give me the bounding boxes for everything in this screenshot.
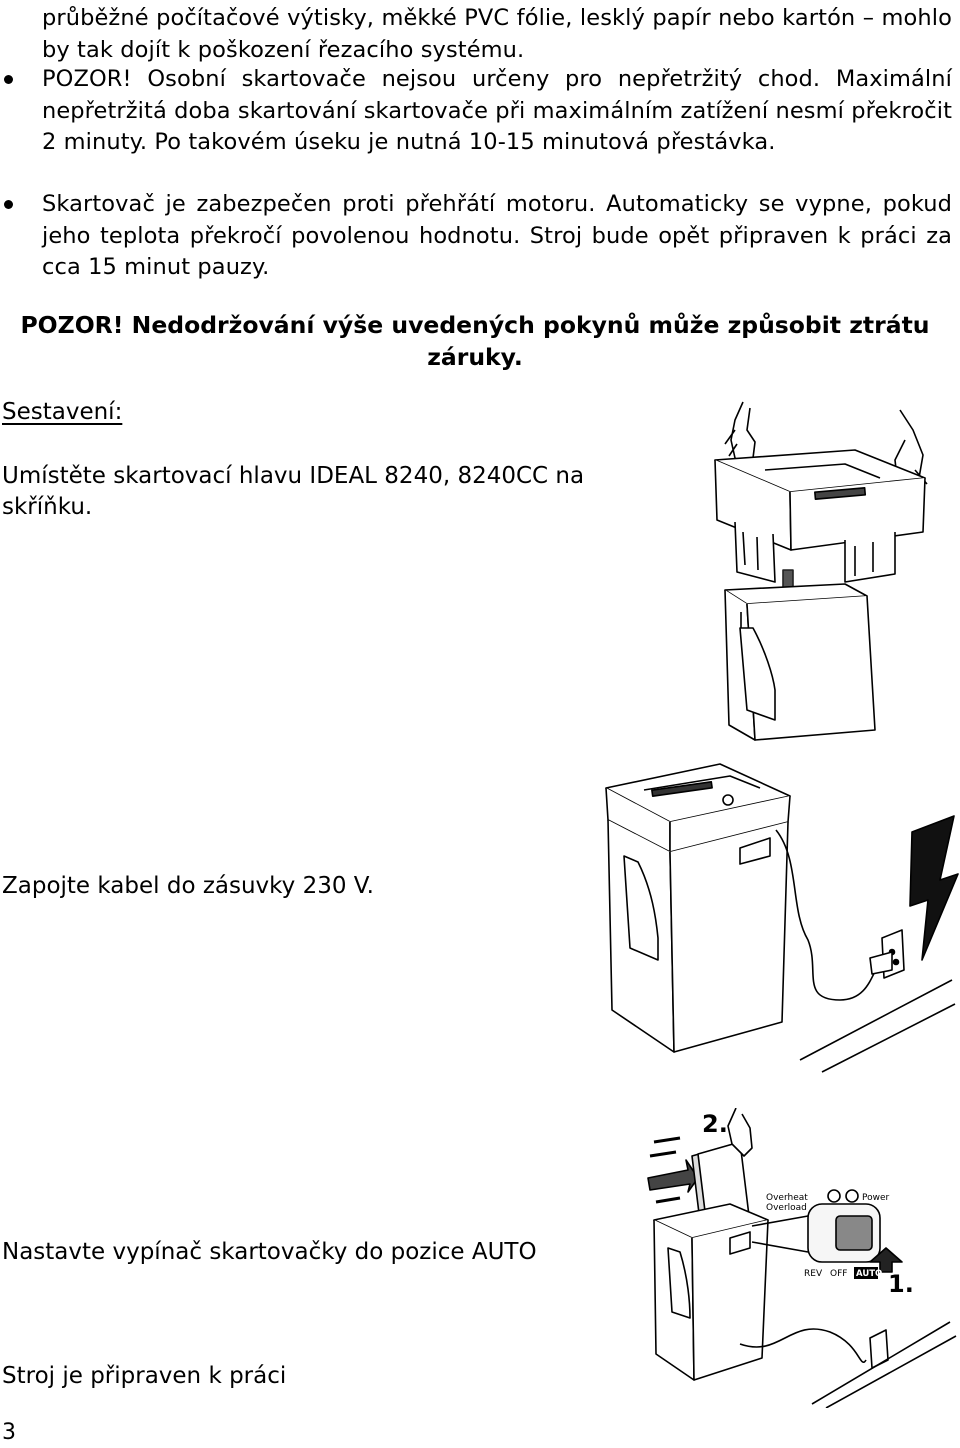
- bullet-dot: [4, 75, 13, 84]
- step-plug-cable: Zapojte kabel do zásuvky 230 V.: [2, 873, 374, 899]
- figure-switch-auto: [640, 1108, 960, 1408]
- step-1-label: 1.: [888, 1270, 914, 1298]
- off-label: OFF: [830, 1269, 848, 1279]
- overheat-label: Overheat: [766, 1193, 808, 1203]
- figure-place-head: [695, 400, 960, 745]
- step-2-label: 2.: [702, 1110, 728, 1138]
- power-label: Power: [862, 1193, 890, 1203]
- figure-plug-cable: [600, 760, 960, 1095]
- intro-text: průběžné počítačové výtisky, měkké PVC fólie, lesklý papír nebo kartón – mohlo by tak dojít k poškození řezacího systému.: [42, 5, 952, 63]
- bullet-item: POZOR! Osobní skartovače nejsou určeny pro nepřetržitý chod. Maximální nepřetržitá doba skartování skartovače při maximálním zatížení nesmí překročit 2 minuty. Po takovém úseku je nutná 10-15 minutová přestávka.: [42, 66, 952, 155]
- auto-label: AUTO: [856, 1269, 883, 1279]
- step-ready: Stroj je připraven k práci: [2, 1363, 287, 1389]
- step-place-head: Umístěte skartovací hlavu IDEAL 8240, 8240CC na skříňku.: [2, 463, 585, 520]
- overload-label: Overload: [766, 1203, 807, 1213]
- rev-label: REV: [804, 1269, 823, 1279]
- step-set-switch: Nastavte vypínač skartovačky do pozice AUTO: [2, 1239, 537, 1265]
- page-number: 3: [2, 1420, 16, 1445]
- bullet-dot: [4, 200, 13, 209]
- warranty-warning: POZOR! Nedodržování výše uvedených pokynů může způsobit ztrátu záruky.: [20, 311, 930, 371]
- bullet-item: Skartovač je zabezpečen proti přehřátí motoru. Automaticky se vypne, pokud jeho teplota překročí povolenou hodnotu. Stroj bude opět připraven k práci za cca 15 minut pauzy.: [42, 191, 952, 280]
- assembly-heading: Sestavení:: [2, 399, 123, 425]
